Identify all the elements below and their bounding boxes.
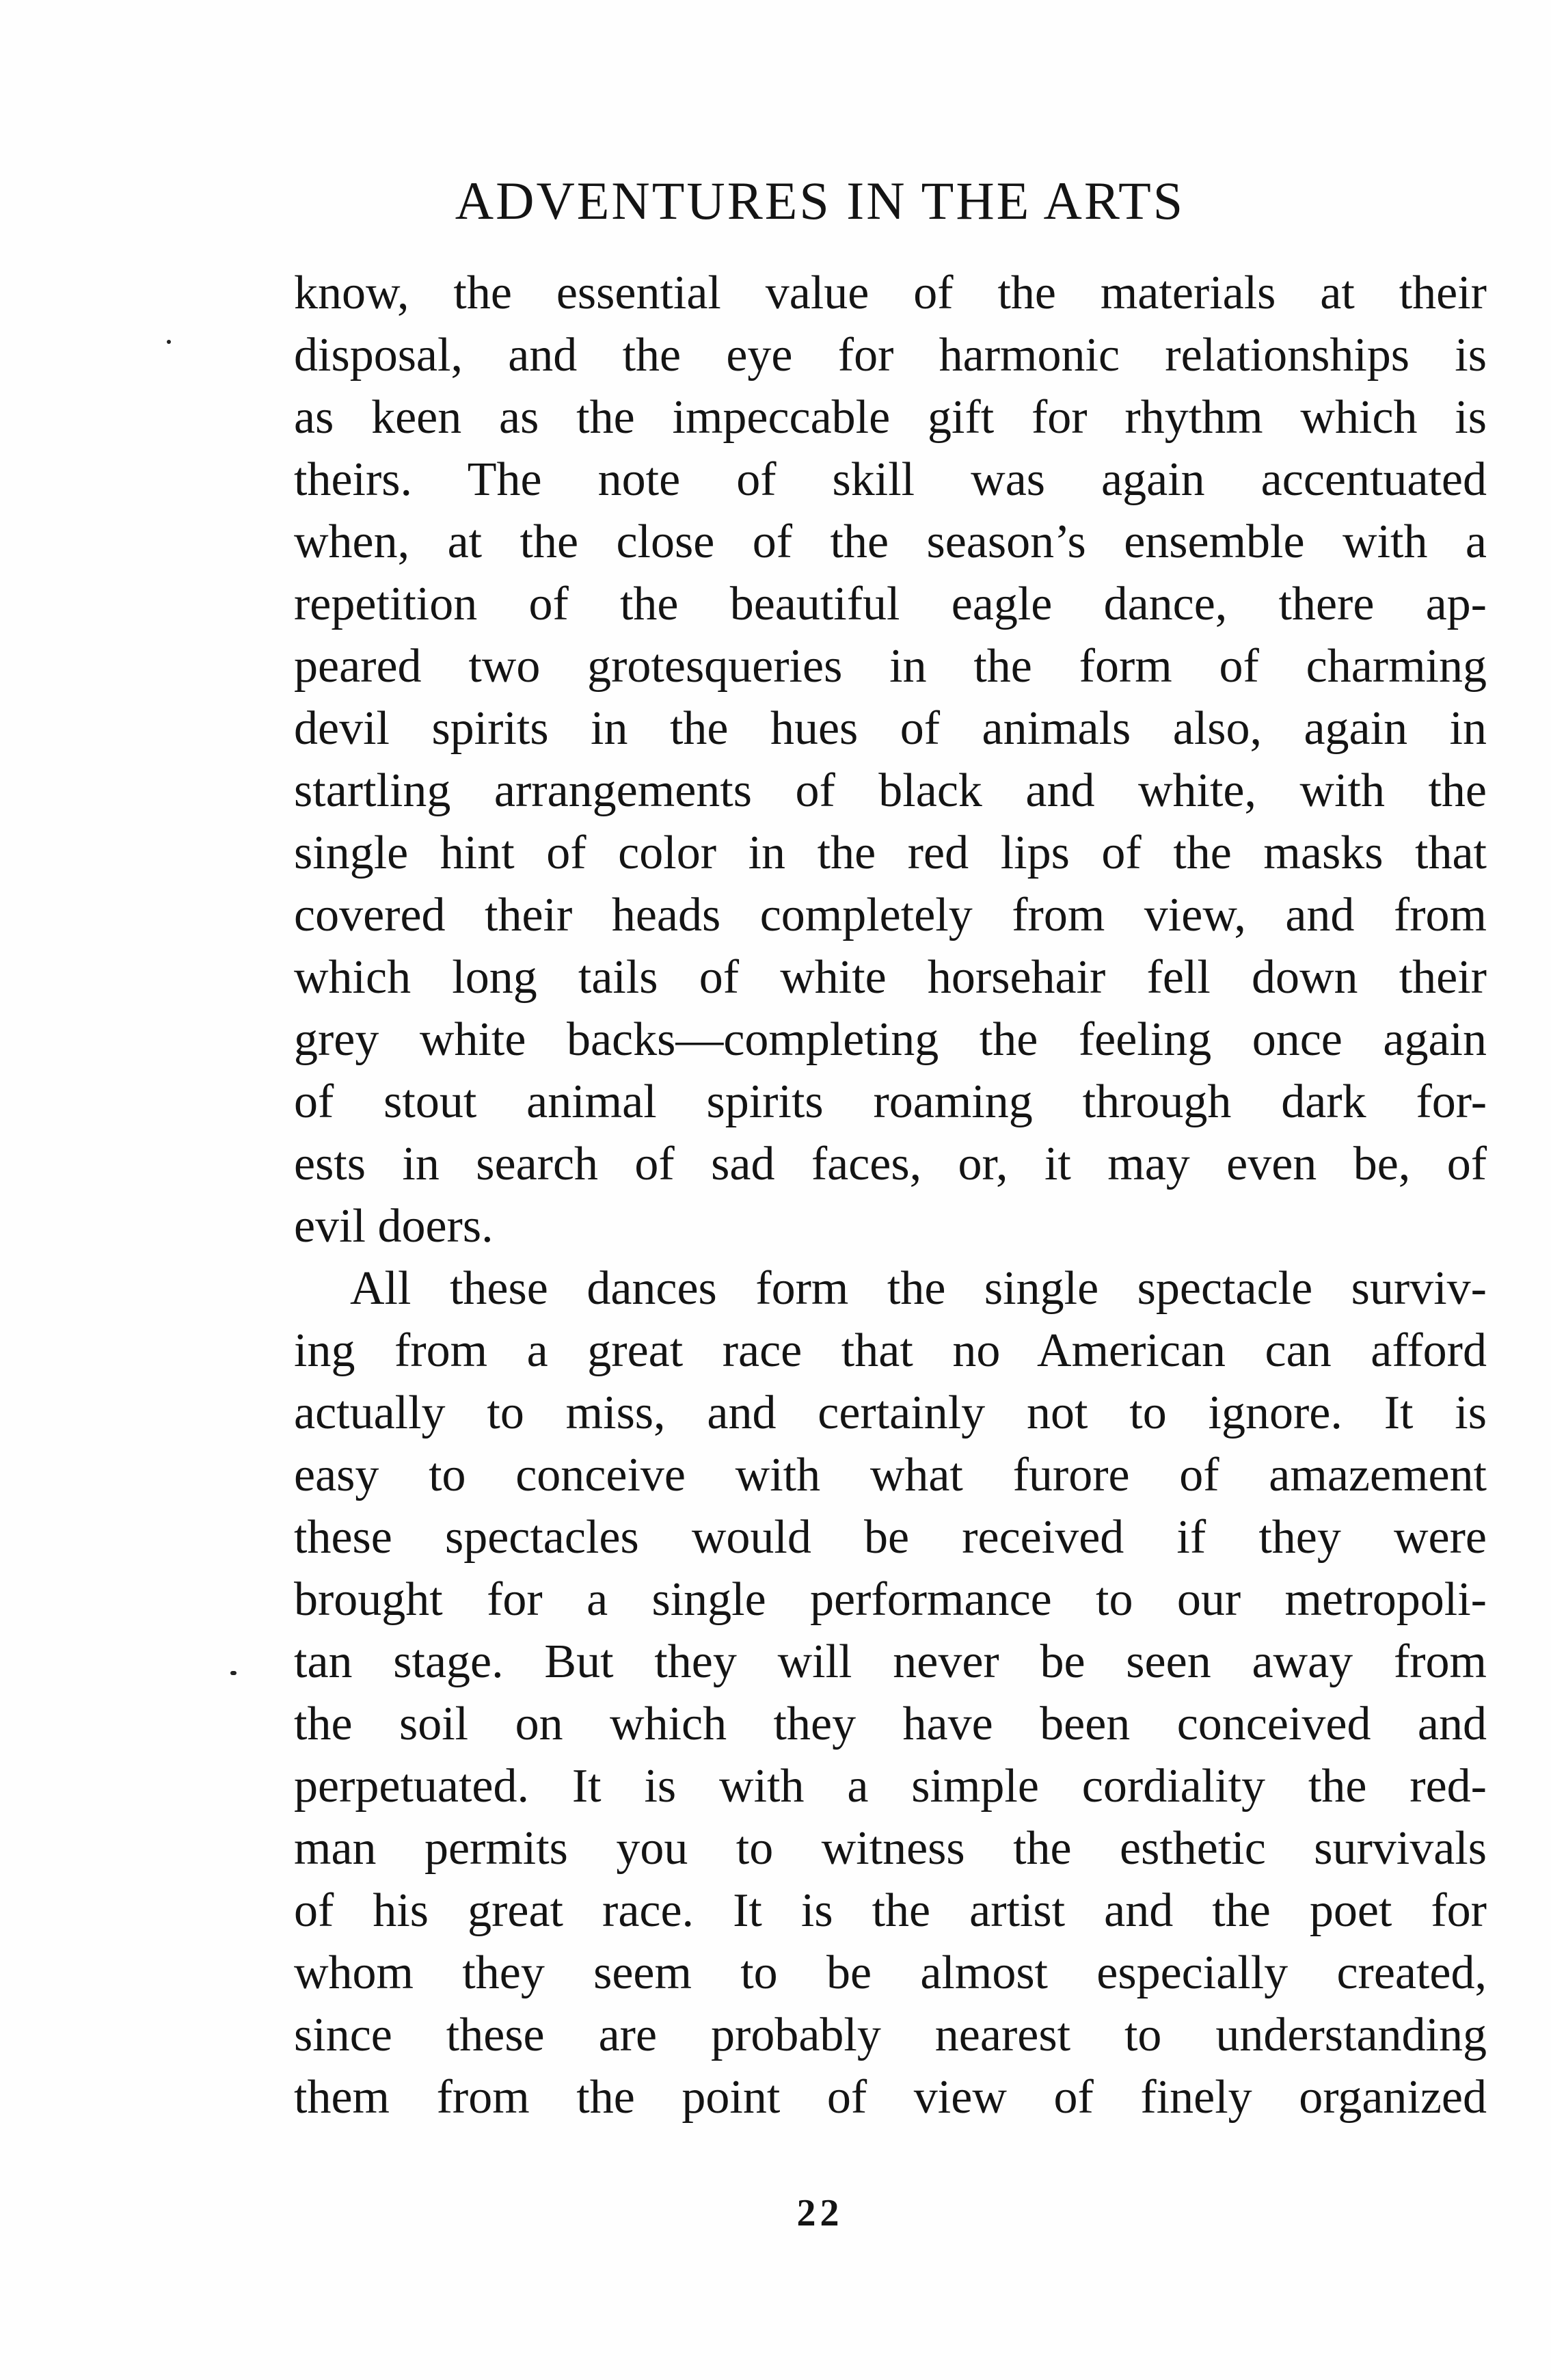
text-line: disposal, and the eye for harmonic relationships is	[294, 329, 1487, 382]
page-number: 22	[796, 2192, 844, 2234]
text-line: which long tails of white horsehair fell down their	[294, 951, 1487, 1004]
text-line: when, at the close of the season’s ensemble with a	[294, 516, 1487, 568]
text-line: ests in search of sad faces, or, it may even be, of	[294, 1138, 1487, 1190]
text-line: peared two grotesqueries in the form of charming	[294, 640, 1487, 693]
text-line: grey white backs—completing the feeling once again	[294, 1013, 1487, 1066]
text-line: brought for a single performance to our metropoli-	[294, 1573, 1487, 1626]
text-line: ing from a great race that no American can afford	[294, 1324, 1487, 1377]
text-line: of his great race. It is the artist and the poet for	[294, 1884, 1487, 1937]
body-text	[294, 262, 1487, 2128]
text-line: tan stage. But they will never be seen away from	[294, 1635, 1487, 1688]
text-line: since these are probably nearest to understanding	[294, 2009, 1487, 2061]
text-line: perpetuated. It is with a simple cordiality the red-	[294, 1760, 1487, 1813]
text-line: whom they seem to be almost especially created,	[294, 1947, 1487, 1999]
text-line: of stout animal spirits roaming through dark for-	[294, 1075, 1487, 1128]
text-line: actually to miss, and certainly not to ignore. It is	[294, 1387, 1487, 1439]
text-line: startling arrangements of black and white, with the	[294, 764, 1487, 817]
text-line: them from the point of view of finely organized	[294, 2071, 1487, 2124]
text-line: as keen as the impeccable gift for rhythm which is	[294, 391, 1487, 444]
paragraph-end-line: evil doers.	[294, 1200, 494, 1253]
text-line: the soil on which they have been conceived and	[294, 1698, 1487, 1750]
text-line: man permits you to witness the esthetic survivals	[294, 1822, 1487, 1875]
running-head: ADVENTURES IN THE ARTS	[455, 171, 1185, 230]
text-line: single hint of color in the red lips of the masks that	[294, 827, 1487, 879]
text-line: covered their heads completely from view, and from	[294, 889, 1487, 941]
print-speck	[167, 340, 171, 344]
text-line: repetition of the beautiful eagle dance, there ap-	[294, 578, 1487, 630]
print-speck	[230, 1671, 237, 1675]
text-line: know, the essential value of the materials at their	[294, 267, 1487, 319]
text-line: theirs. The note of skill was again accentuated	[294, 453, 1487, 506]
text-line: easy to conceive with what furore of amazement	[294, 1449, 1487, 1501]
text-line: these spectacles would be received if they were	[294, 1511, 1487, 1564]
text-line: devil spirits in the hues of animals also, again in	[294, 702, 1487, 755]
paragraph-first-line: All these dances form the single spectacle surviv-	[350, 1262, 1487, 1315]
